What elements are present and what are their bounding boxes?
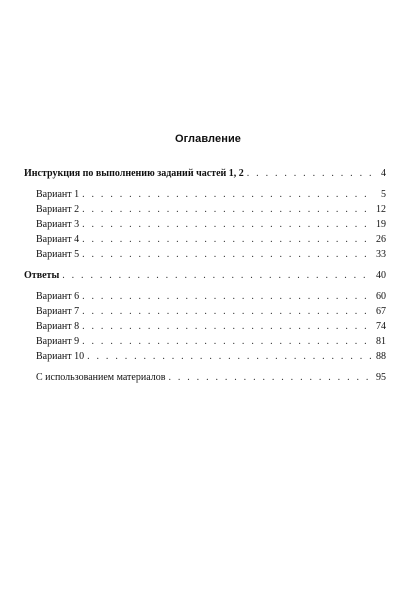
toc-entry-page: 19	[376, 219, 386, 230]
table-of-contents	[24, 166, 386, 385]
toc-entry-page: 88	[376, 351, 386, 362]
toc-entry-label: Вариант 6	[36, 291, 80, 302]
toc-leader-dots	[62, 268, 371, 283]
toc-leader-dots	[82, 217, 371, 232]
toc-entry-label: Вариант 7	[36, 306, 80, 317]
toc-entry-page: 60	[376, 291, 386, 302]
toc-entry-label: С использованием материалов	[36, 372, 166, 383]
toc-entry-variant-7[interactable]	[24, 304, 386, 319]
toc-entry-variant-10[interactable]	[24, 349, 386, 364]
toc-entry-label: Вариант 8	[36, 321, 80, 332]
toc-title: Оглавление	[174, 133, 242, 145]
toc-entry-page: 40	[376, 270, 386, 281]
toc-entry-page: 74	[376, 321, 386, 332]
toc-entry-page: 33	[376, 249, 386, 260]
toc-entry-label: Вариант 4	[36, 234, 80, 245]
toc-leader-dots	[82, 187, 371, 202]
toc-leader-dots	[82, 334, 371, 349]
toc-entry-page: 5	[381, 189, 386, 200]
toc-entry-label: Вариант 10	[36, 351, 85, 362]
toc-leader-dots	[87, 349, 371, 364]
toc-entry-label: Вариант 2	[36, 204, 80, 215]
toc-entry-materials[interactable]	[24, 370, 386, 385]
toc-entry-label: Вариант 5	[36, 249, 80, 260]
toc-entry-instructions[interactable]	[24, 166, 386, 181]
toc-leader-dots	[247, 166, 371, 181]
toc-entry-label: Вариант 3	[36, 219, 80, 230]
toc-leader-dots	[82, 202, 371, 217]
toc-entry-label: Инструкция по выполнению заданий частей 1, 2	[24, 168, 244, 179]
toc-entry-answers[interactable]	[24, 268, 386, 283]
toc-entry-page: 26	[376, 234, 386, 245]
toc-entry-page: 67	[376, 306, 386, 317]
toc-entry-page: 81	[376, 336, 386, 347]
toc-entry-variant-4[interactable]	[24, 232, 386, 247]
toc-entry-variant-5[interactable]	[24, 247, 386, 262]
toc-entry-variant-8[interactable]	[24, 319, 386, 334]
toc-entry-variant-3[interactable]	[24, 217, 386, 232]
toc-entry-variant-6[interactable]	[24, 289, 386, 304]
toc-entry-label: Ответы	[24, 270, 60, 281]
toc-leader-dots	[82, 247, 371, 262]
toc-entry-page: 95	[376, 372, 386, 383]
toc-leader-dots	[82, 289, 371, 304]
toc-leader-dots	[82, 319, 371, 334]
toc-leader-dots	[82, 304, 371, 319]
toc-entry-variant-1[interactable]	[24, 187, 386, 202]
toc-entry-variant-2[interactable]	[24, 202, 386, 217]
toc-entry-label: Вариант 1	[36, 189, 80, 200]
toc-entry-variant-9[interactable]	[24, 334, 386, 349]
toc-entry-page: 12	[376, 204, 386, 215]
toc-leader-dots	[168, 370, 371, 385]
toc-entry-label: Вариант 9	[36, 336, 80, 347]
toc-leader-dots	[82, 232, 371, 247]
toc-entry-page: 4	[381, 168, 386, 179]
